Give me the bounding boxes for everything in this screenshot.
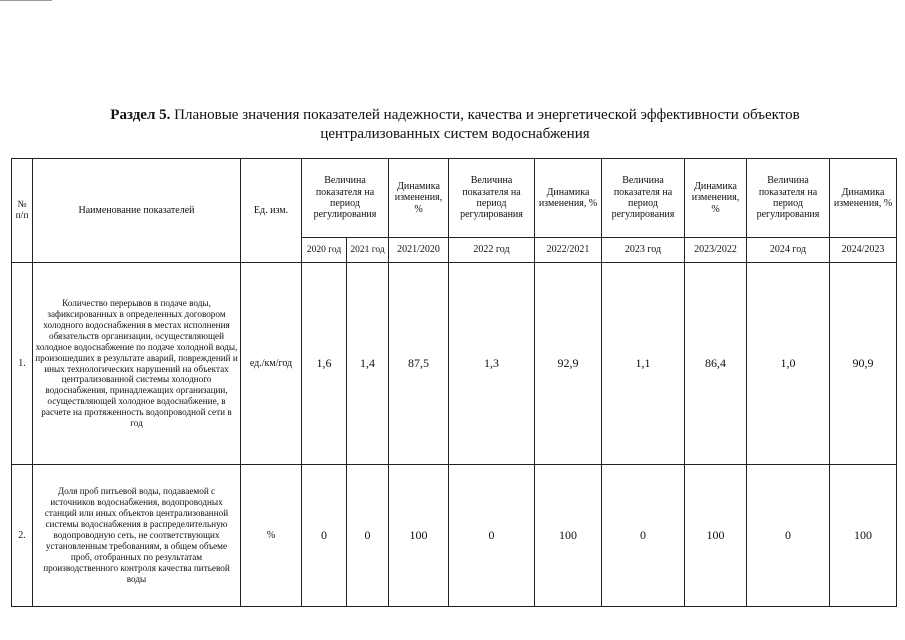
table-row xyxy=(12,465,897,607)
dynamics-2023-2022: 86,4 xyxy=(685,263,747,465)
unit-cell: % xyxy=(241,465,302,607)
header-value-2022: Величина показателя на период регулирования xyxy=(449,159,535,238)
header-sub-2023-2022: 2023/2022 xyxy=(685,238,747,263)
value-2021: 0 xyxy=(347,465,389,607)
section-title xyxy=(60,106,850,144)
header-value-2023: Величина показателя на период регулирования xyxy=(602,159,685,238)
value-2023: 1,1 xyxy=(602,263,685,465)
header-unit: Ед. изм. xyxy=(241,159,302,263)
value-2023: 0 xyxy=(602,465,685,607)
header-row-1 xyxy=(12,159,897,238)
dynamics-2022-2021: 92,9 xyxy=(535,263,602,465)
header-sub-2022-2021: 2022/2021 xyxy=(535,238,602,263)
header-dynamics-2024: Динамика изменения, % xyxy=(830,159,897,238)
dynamics-2023-2022: 100 xyxy=(685,465,747,607)
value-2022: 1,3 xyxy=(449,263,535,465)
header-sub-2024: 2024 год xyxy=(747,238,830,263)
indicators-table xyxy=(11,158,897,607)
header-sub-2021-2020: 2021/2020 xyxy=(389,238,449,263)
indicator-name: Количество перерывов в подаче воды, зафиксированных в определенных договором холодного водоснабжения в местах исполнения обязательств организации, осуществляющей холодное водоснабжение по подаче холодной воды, произошедших в результате аварий, повреждений и иных технологических нарушений на объектах централизованной системы холодного водоснабжения, принадлежащих организации, осуществляющей холодное водоснабжение, в расчете на протяженность водопроводной сети в год xyxy=(33,263,241,465)
header-dynamics-2022: Динамика изменения, % xyxy=(535,159,602,238)
dynamics-2024-2023: 100 xyxy=(830,465,897,607)
dynamics-2021-2020: 87,5 xyxy=(389,263,449,465)
dynamics-2021-2020: 100 xyxy=(389,465,449,607)
scan-edge-line xyxy=(0,0,52,6)
dynamics-2022-2021: 100 xyxy=(535,465,602,607)
header-dynamics-2021: Динамика изменения, % xyxy=(389,159,449,238)
value-2024: 1,0 xyxy=(747,263,830,465)
header-value-2020-2021: Величина показателя на период регулирования xyxy=(302,159,389,238)
row-number: 2. xyxy=(12,465,33,607)
header-sub-2021: 2021 год xyxy=(347,238,389,263)
header-value-2024: Величина показателя на период регулирования xyxy=(747,159,830,238)
section-title-number: Раздел 5. xyxy=(110,107,171,123)
value-2021: 1,4 xyxy=(347,263,389,465)
header-sub-2024-2023: 2024/2023 xyxy=(830,238,897,263)
header-sub-2022: 2022 год xyxy=(449,238,535,263)
dynamics-2024-2023: 90,9 xyxy=(830,263,897,465)
header-no: № п/п xyxy=(12,159,33,263)
row-number: 1. xyxy=(12,263,33,465)
value-2020: 1,6 xyxy=(302,263,347,465)
header-sub-2023: 2023 год xyxy=(602,238,685,263)
unit-cell: ед./км/год xyxy=(241,263,302,465)
value-2020: 0 xyxy=(302,465,347,607)
table-row xyxy=(12,263,897,465)
header-name: Наименование показателей xyxy=(33,159,241,263)
value-2024: 0 xyxy=(747,465,830,607)
header-sub-2020: 2020 год xyxy=(302,238,347,263)
header-dynamics-2023: Динамика изменения, % xyxy=(685,159,747,238)
indicator-name: Доля проб питьевой воды, подаваемой с источников водоснабжения, водопроводных станций или иных объектов централизованной системы водоснабжения в распределительную водопроводную сеть, не соответствующих установленным требованиям, в общем объеме проб, отобранных по результатам производственного контроля качества питьевой воды xyxy=(33,465,241,607)
value-2022: 0 xyxy=(449,465,535,607)
section-title-text: Плановые значения показателей надежности, качества и энергетической эффективности объектов централизованных систем водоснабжения xyxy=(170,107,800,142)
